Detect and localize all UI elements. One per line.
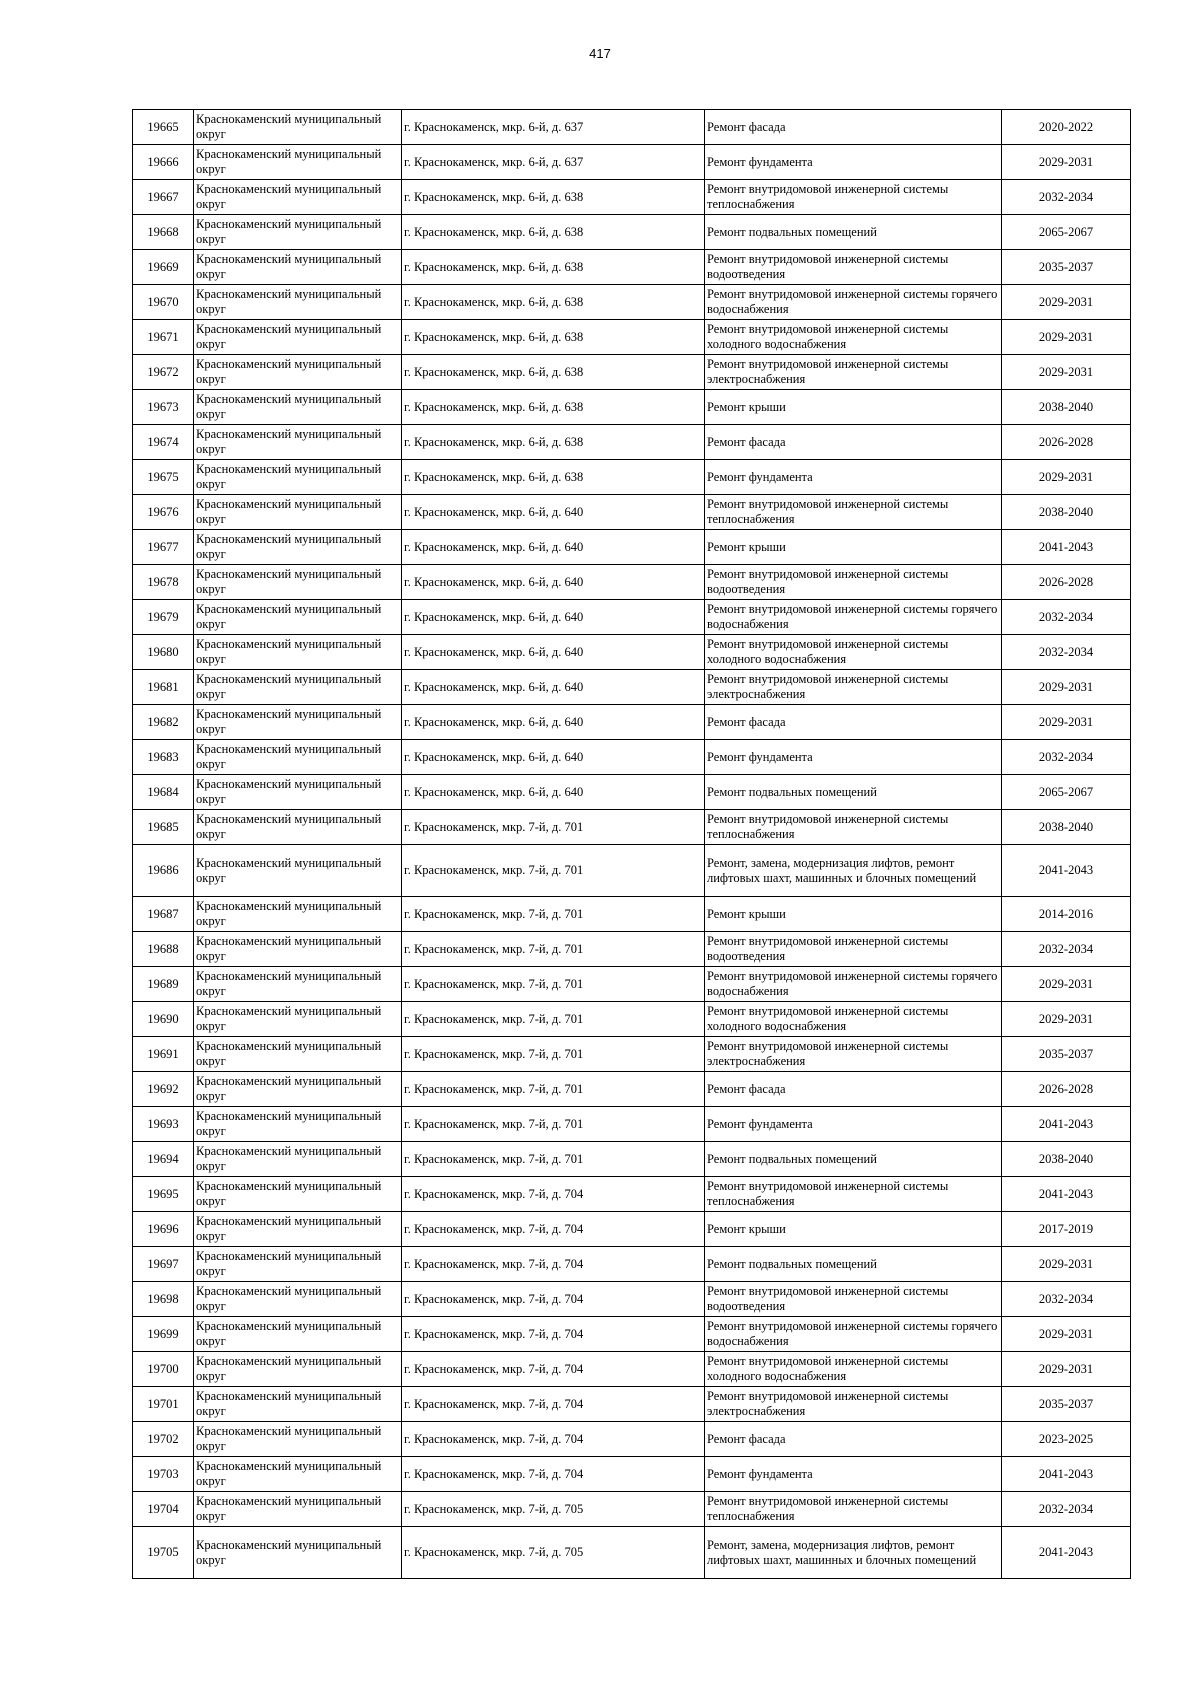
period-cell: 2029-2031	[1002, 460, 1131, 495]
page-number: 417	[589, 46, 611, 61]
table-row	[133, 1072, 1131, 1107]
period-cell: 2032-2034	[1002, 180, 1131, 215]
period-cell: 2029-2031	[1002, 1247, 1131, 1282]
period-cell: 2032-2034	[1002, 1492, 1131, 1527]
address-cell: г. Краснокаменск, мкр. 7-й, д. 705	[402, 1527, 705, 1579]
work-type-cell: Ремонт крыши	[705, 530, 1002, 565]
table-row	[133, 1387, 1131, 1422]
period-cell: 2020-2022	[1002, 110, 1131, 145]
municipality-cell: Краснокаменский муниципальный округ	[194, 740, 402, 775]
address-cell: г. Краснокаменск, мкр. 7-й, д. 704	[402, 1352, 705, 1387]
row-number-cell: 19704	[133, 1492, 194, 1527]
row-number-cell: 19705	[133, 1527, 194, 1579]
work-type-cell: Ремонт внутридомовой инженерной системы теплоснабжения	[705, 180, 1002, 215]
row-number-cell: 19697	[133, 1247, 194, 1282]
row-number-cell: 19673	[133, 390, 194, 425]
table-row	[133, 600, 1131, 635]
work-type-cell	[705, 845, 1002, 897]
work-type-cell: Ремонт внутридомовой инженерной системы горячего водоснабжения	[705, 967, 1002, 1002]
table-row	[133, 495, 1131, 530]
row-number-cell: 19669	[133, 250, 194, 285]
period-cell: 2029-2031	[1002, 670, 1131, 705]
table-row	[133, 1037, 1131, 1072]
table-row	[133, 110, 1131, 145]
table-row	[133, 705, 1131, 740]
municipality-cell: Краснокаменский муниципальный округ	[194, 215, 402, 250]
table-row	[133, 565, 1131, 600]
work-type-cell: Ремонт внутридомовой инженерной системы холодного водоснабжения	[705, 1352, 1002, 1387]
row-number-cell: 19681	[133, 670, 194, 705]
work-type-line: лифтовых шахт, машинных и блочных помещений	[707, 870, 977, 885]
address-cell: г. Краснокаменск, мкр. 7-й, д. 705	[402, 1492, 705, 1527]
work-type-cell: Ремонт фундамента	[705, 1107, 1002, 1142]
row-number-cell: 19687	[133, 897, 194, 932]
row-number-cell: 19671	[133, 320, 194, 355]
row-number-cell: 19682	[133, 705, 194, 740]
work-type-cell: Ремонт внутридомовой инженерной системы водоотведения	[705, 565, 1002, 600]
work-type-cell: Ремонт внутридомовой инженерной системы теплоснабжения	[705, 1492, 1002, 1527]
municipality-cell: Краснокаменский муниципальный округ	[194, 1037, 402, 1072]
work-type-cell: Ремонт фасада	[705, 110, 1002, 145]
row-number-cell: 19675	[133, 460, 194, 495]
address-cell: г. Краснокаменск, мкр. 7-й, д. 701	[402, 1142, 705, 1177]
municipality-cell: Краснокаменский муниципальный округ	[194, 810, 402, 845]
municipality-cell: Краснокаменский муниципальный округ	[194, 1492, 402, 1527]
table-row	[133, 1282, 1131, 1317]
period-cell: 2029-2031	[1002, 355, 1131, 390]
address-cell: г. Краснокаменск, мкр. 6-й, д. 640	[402, 705, 705, 740]
address-cell: г. Краснокаменск, мкр. 6-й, д. 640	[402, 670, 705, 705]
municipality-cell: Краснокаменский муниципальный округ	[194, 1247, 402, 1282]
table-row	[133, 425, 1131, 460]
work-type-cell: Ремонт крыши	[705, 390, 1002, 425]
period-cell: 2032-2034	[1002, 740, 1131, 775]
table-row	[133, 1317, 1131, 1352]
period-cell: 2041-2043	[1002, 1107, 1131, 1142]
row-number-cell: 19692	[133, 1072, 194, 1107]
row-number-cell: 19670	[133, 285, 194, 320]
work-type-line: Ремонт, замена, модернизация лифтов, ремонт	[707, 855, 955, 870]
work-type-cell: Ремонт внутридомовой инженерной системы холодного водоснабжения	[705, 1002, 1002, 1037]
municipality-cell: Краснокаменский муниципальный округ	[194, 1352, 402, 1387]
municipality-cell: Краснокаменский муниципальный округ	[194, 355, 402, 390]
period-cell: 2032-2034	[1002, 635, 1131, 670]
municipality-cell: Краснокаменский муниципальный округ	[194, 600, 402, 635]
row-number-cell: 19667	[133, 180, 194, 215]
table-row	[133, 320, 1131, 355]
period-cell: 2041-2043	[1002, 530, 1131, 565]
table-row	[133, 740, 1131, 775]
row-number-cell: 19698	[133, 1282, 194, 1317]
period-cell: 2029-2031	[1002, 285, 1131, 320]
row-number-cell: 19703	[133, 1457, 194, 1492]
period-cell: 2014-2016	[1002, 897, 1131, 932]
municipality-cell: Краснокаменский муниципальный округ	[194, 1177, 402, 1212]
table-row	[133, 810, 1131, 845]
table-row	[133, 1002, 1131, 1037]
address-cell: г. Краснокаменск, мкр. 7-й, д. 704	[402, 1457, 705, 1492]
work-type-line: лифтовых шахт, машинных и блочных помещений	[707, 1552, 977, 1567]
work-type-cell: Ремонт внутридомовой инженерной системы горячего водоснабжения	[705, 1317, 1002, 1352]
work-type-cell: Ремонт внутридомовой инженерной системы горячего водоснабжения	[705, 600, 1002, 635]
municipality-cell: Краснокаменский муниципальный округ	[194, 1317, 402, 1352]
period-cell: 2017-2019	[1002, 1212, 1131, 1247]
row-number-cell: 19683	[133, 740, 194, 775]
address-cell: г. Краснокаменск, мкр. 6-й, д. 638	[402, 215, 705, 250]
address-cell: г. Краснокаменск, мкр. 6-й, д. 640	[402, 635, 705, 670]
work-type-cell: Ремонт внутридомовой инженерной системы электроснабжения	[705, 670, 1002, 705]
work-type-cell: Ремонт фундамента	[705, 1457, 1002, 1492]
row-number-cell: 19694	[133, 1142, 194, 1177]
municipality-cell: Краснокаменский муниципальный округ	[194, 1527, 402, 1579]
address-cell: г. Краснокаменск, мкр. 6-й, д. 638	[402, 250, 705, 285]
period-cell: 2023-2025	[1002, 1422, 1131, 1457]
period-cell: 2029-2031	[1002, 705, 1131, 740]
address-cell: г. Краснокаменск, мкр. 7-й, д. 701	[402, 1072, 705, 1107]
work-type-cell: Ремонт внутридомовой инженерной системы электроснабжения	[705, 355, 1002, 390]
work-type-cell: Ремонт внутридомовой инженерной системы водоотведения	[705, 1282, 1002, 1317]
table-row	[133, 1142, 1131, 1177]
table-row	[133, 897, 1131, 932]
row-number-cell: 19672	[133, 355, 194, 390]
row-number-cell: 19695	[133, 1177, 194, 1212]
address-cell: г. Краснокаменск, мкр. 7-й, д. 701	[402, 1002, 705, 1037]
work-type-cell: Ремонт подвальных помещений	[705, 1247, 1002, 1282]
municipality-cell: Краснокаменский муниципальный округ	[194, 1142, 402, 1177]
municipality-cell: Краснокаменский муниципальный округ	[194, 1422, 402, 1457]
table-row	[133, 215, 1131, 250]
table-row	[133, 1107, 1131, 1142]
work-type-cell: Ремонт крыши	[705, 897, 1002, 932]
address-cell: г. Краснокаменск, мкр. 7-й, д. 701	[402, 1107, 705, 1142]
period-cell: 2038-2040	[1002, 1142, 1131, 1177]
municipality-cell: Краснокаменский муниципальный округ	[194, 1107, 402, 1142]
table-row	[133, 1177, 1131, 1212]
row-number-cell: 19688	[133, 932, 194, 967]
address-cell: г. Краснокаменск, мкр. 6-й, д. 638	[402, 355, 705, 390]
table-row	[133, 775, 1131, 810]
municipality-cell: Краснокаменский муниципальный округ	[194, 250, 402, 285]
row-number-cell: 19666	[133, 145, 194, 180]
municipality-cell: Краснокаменский муниципальный округ	[194, 932, 402, 967]
row-number-cell: 19684	[133, 775, 194, 810]
row-number-cell: 19689	[133, 967, 194, 1002]
table-row	[133, 1422, 1131, 1457]
row-number-cell: 19679	[133, 600, 194, 635]
row-number-cell: 19700	[133, 1352, 194, 1387]
work-type-line: Ремонт, замена, модернизация лифтов, ремонт	[707, 1537, 955, 1552]
table-row	[133, 1212, 1131, 1247]
row-number-cell: 19702	[133, 1422, 194, 1457]
work-type-cell: Ремонт внутридомовой инженерной системы холодного водоснабжения	[705, 320, 1002, 355]
table-row	[133, 460, 1131, 495]
row-number-cell: 19696	[133, 1212, 194, 1247]
work-type-cell: Ремонт внутридомовой инженерной системы водоотведения	[705, 250, 1002, 285]
address-cell: г. Краснокаменск, мкр. 6-й, д. 638	[402, 390, 705, 425]
address-cell: г. Краснокаменск, мкр. 7-й, д. 701	[402, 810, 705, 845]
address-cell: г. Краснокаменск, мкр. 6-й, д. 640	[402, 775, 705, 810]
municipality-cell: Краснокаменский муниципальный округ	[194, 1212, 402, 1247]
table-row	[133, 530, 1131, 565]
table-body	[133, 110, 1131, 1579]
address-cell: г. Краснокаменск, мкр. 7-й, д. 701	[402, 967, 705, 1002]
work-type-cell: Ремонт фасада	[705, 1422, 1002, 1457]
address-cell: г. Краснокаменск, мкр. 7-й, д. 701	[402, 932, 705, 967]
row-number-cell: 19676	[133, 495, 194, 530]
municipality-cell: Краснокаменский муниципальный округ	[194, 705, 402, 740]
period-cell: 2029-2031	[1002, 1352, 1131, 1387]
municipality-cell: Краснокаменский муниципальный округ	[194, 425, 402, 460]
period-cell: 2029-2031	[1002, 145, 1131, 180]
work-type-cell: Ремонт внутридомовой инженерной системы электроснабжения	[705, 1037, 1002, 1072]
table-row	[133, 1527, 1131, 1579]
period-cell: 2035-2037	[1002, 250, 1131, 285]
municipality-cell: Краснокаменский муниципальный округ	[194, 967, 402, 1002]
table-row	[133, 250, 1131, 285]
municipality-cell: Краснокаменский муниципальный округ	[194, 1457, 402, 1492]
period-cell: 2035-2037	[1002, 1387, 1131, 1422]
work-type-cell: Ремонт фасада	[705, 425, 1002, 460]
period-cell: 2041-2043	[1002, 1457, 1131, 1492]
work-type-cell: Ремонт внутридомовой инженерной системы водоотведения	[705, 932, 1002, 967]
table-row	[133, 1492, 1131, 1527]
work-type-cell: Ремонт внутридомовой инженерной системы теплоснабжения	[705, 1177, 1002, 1212]
row-number-cell: 19680	[133, 635, 194, 670]
address-cell: г. Краснокаменск, мкр. 6-й, д. 637	[402, 110, 705, 145]
period-cell: 2032-2034	[1002, 600, 1131, 635]
municipality-cell: Краснокаменский муниципальный округ	[194, 460, 402, 495]
address-cell: г. Краснокаменск, мкр. 6-й, д. 638	[402, 320, 705, 355]
address-cell: г. Краснокаменск, мкр. 7-й, д. 704	[402, 1422, 705, 1457]
row-number-cell: 19690	[133, 1002, 194, 1037]
table-row	[133, 390, 1131, 425]
address-cell: г. Краснокаменск, мкр. 7-й, д. 701	[402, 1037, 705, 1072]
period-cell: 2032-2034	[1002, 1282, 1131, 1317]
address-cell: г. Краснокаменск, мкр. 6-й, д. 638	[402, 285, 705, 320]
period-cell: 2065-2067	[1002, 775, 1131, 810]
address-cell: г. Краснокаменск, мкр. 6-й, д. 637	[402, 145, 705, 180]
work-type-cell: Ремонт фундамента	[705, 740, 1002, 775]
address-cell: г. Краснокаменск, мкр. 6-й, д. 638	[402, 425, 705, 460]
row-number-cell: 19678	[133, 565, 194, 600]
work-type-cell: Ремонт внутридомовой инженерной системы холодного водоснабжения	[705, 635, 1002, 670]
period-cell: 2041-2043	[1002, 1177, 1131, 1212]
work-type-cell: Ремонт фасада	[705, 705, 1002, 740]
municipality-cell: Краснокаменский муниципальный округ	[194, 775, 402, 810]
address-cell: г. Краснокаменск, мкр. 7-й, д. 704	[402, 1247, 705, 1282]
period-cell: 2026-2028	[1002, 565, 1131, 600]
municipality-cell: Краснокаменский муниципальный округ	[194, 670, 402, 705]
period-cell: 2065-2067	[1002, 215, 1131, 250]
row-number-cell: 19677	[133, 530, 194, 565]
municipality-cell: Краснокаменский муниципальный округ	[194, 145, 402, 180]
municipality-cell: Краснокаменский муниципальный округ	[194, 530, 402, 565]
municipality-cell: Краснокаменский муниципальный округ	[194, 180, 402, 215]
municipality-cell: Краснокаменский муниципальный округ	[194, 565, 402, 600]
row-number-cell: 19693	[133, 1107, 194, 1142]
address-cell: г. Краснокаменск, мкр. 7-й, д. 701	[402, 897, 705, 932]
work-type-cell: Ремонт фундамента	[705, 145, 1002, 180]
address-cell: г. Краснокаменск, мкр. 7-й, д. 704	[402, 1282, 705, 1317]
work-type-cell: Ремонт внутридомовой инженерной системы теплоснабжения	[705, 495, 1002, 530]
table-row	[133, 1247, 1131, 1282]
work-type-cell: Ремонт фасада	[705, 1072, 1002, 1107]
repair-schedule-table	[132, 109, 1131, 1579]
table-row	[133, 670, 1131, 705]
municipality-cell: Краснокаменский муниципальный округ	[194, 285, 402, 320]
address-cell: г. Краснокаменск, мкр. 7-й, д. 704	[402, 1212, 705, 1247]
address-cell: г. Краснокаменск, мкр. 7-й, д. 701	[402, 845, 705, 897]
period-cell: 2041-2043	[1002, 845, 1131, 897]
period-cell: 2029-2031	[1002, 320, 1131, 355]
period-cell: 2038-2040	[1002, 495, 1131, 530]
table-row	[133, 1457, 1131, 1492]
table-row	[133, 285, 1131, 320]
period-cell: 2032-2034	[1002, 932, 1131, 967]
table-row	[133, 967, 1131, 1002]
municipality-cell: Краснокаменский муниципальный округ	[194, 320, 402, 355]
work-type-cell: Ремонт подвальных помещений	[705, 215, 1002, 250]
period-cell: 2026-2028	[1002, 1072, 1131, 1107]
row-number-cell: 19668	[133, 215, 194, 250]
municipality-cell: Краснокаменский муниципальный округ	[194, 897, 402, 932]
work-type-cell: Ремонт крыши	[705, 1212, 1002, 1247]
municipality-cell: Краснокаменский муниципальный округ	[194, 1387, 402, 1422]
work-type-cell	[705, 1527, 1002, 1579]
table-row	[133, 180, 1131, 215]
period-cell: 2029-2031	[1002, 1317, 1131, 1352]
period-cell: 2038-2040	[1002, 390, 1131, 425]
municipality-cell: Краснокаменский муниципальный округ	[194, 1002, 402, 1037]
work-type-cell: Ремонт внутридомовой инженерной системы электроснабжения	[705, 1387, 1002, 1422]
row-number-cell: 19685	[133, 810, 194, 845]
address-cell: г. Краснокаменск, мкр. 6-й, д. 640	[402, 565, 705, 600]
period-cell: 2026-2028	[1002, 425, 1131, 460]
row-number-cell: 19674	[133, 425, 194, 460]
municipality-cell: Краснокаменский муниципальный округ	[194, 1282, 402, 1317]
municipality-cell: Краснокаменский муниципальный округ	[194, 635, 402, 670]
row-number-cell: 19686	[133, 845, 194, 897]
address-cell: г. Краснокаменск, мкр. 6-й, д. 640	[402, 600, 705, 635]
municipality-cell: Краснокаменский муниципальный округ	[194, 390, 402, 425]
address-cell: г. Краснокаменск, мкр. 6-й, д. 640	[402, 740, 705, 775]
row-number-cell: 19665	[133, 110, 194, 145]
table-row	[133, 355, 1131, 390]
municipality-cell: Краснокаменский муниципальный округ	[194, 110, 402, 145]
row-number-cell: 19691	[133, 1037, 194, 1072]
address-cell: г. Краснокаменск, мкр. 6-й, д. 638	[402, 180, 705, 215]
period-cell: 2029-2031	[1002, 967, 1131, 1002]
work-type-cell: Ремонт внутридомовой инженерной системы горячего водоснабжения	[705, 285, 1002, 320]
table-row	[133, 635, 1131, 670]
address-cell: г. Краснокаменск, мкр. 7-й, д. 704	[402, 1177, 705, 1212]
work-type-cell: Ремонт фундамента	[705, 460, 1002, 495]
table-row	[133, 1352, 1131, 1387]
address-cell: г. Краснокаменск, мкр. 6-й, д. 640	[402, 495, 705, 530]
period-cell: 2038-2040	[1002, 810, 1131, 845]
period-cell: 2029-2031	[1002, 1002, 1131, 1037]
period-cell: 2035-2037	[1002, 1037, 1131, 1072]
municipality-cell: Краснокаменский муниципальный округ	[194, 495, 402, 530]
municipality-cell: Краснокаменский муниципальный округ	[194, 845, 402, 897]
work-type-cell: Ремонт подвальных помещений	[705, 775, 1002, 810]
work-type-cell: Ремонт подвальных помещений	[705, 1142, 1002, 1177]
municipality-cell: Краснокаменский муниципальный округ	[194, 1072, 402, 1107]
row-number-cell: 19699	[133, 1317, 194, 1352]
table-row	[133, 845, 1131, 897]
address-cell: г. Краснокаменск, мкр. 6-й, д. 640	[402, 530, 705, 565]
period-cell: 2041-2043	[1002, 1527, 1131, 1579]
work-type-cell: Ремонт внутридомовой инженерной системы теплоснабжения	[705, 810, 1002, 845]
address-cell: г. Краснокаменск, мкр. 7-й, д. 704	[402, 1317, 705, 1352]
table-row	[133, 932, 1131, 967]
address-cell: г. Краснокаменск, мкр. 7-й, д. 704	[402, 1387, 705, 1422]
row-number-cell: 19701	[133, 1387, 194, 1422]
address-cell: г. Краснокаменск, мкр. 6-й, д. 638	[402, 460, 705, 495]
table-row	[133, 145, 1131, 180]
